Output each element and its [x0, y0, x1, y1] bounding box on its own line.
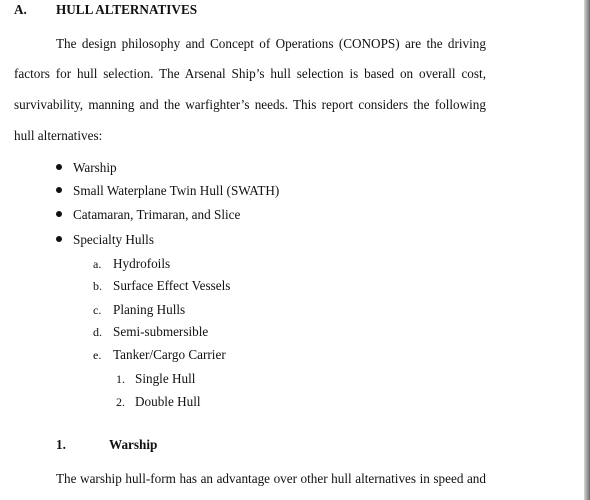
list-item-label: Surface Effect Vessels: [113, 278, 231, 293]
list-marker: 1.: [116, 372, 125, 386]
list-item-label: Warship: [73, 160, 117, 175]
list-item-label: Semi-submersible: [113, 324, 209, 339]
intro-paragraph-line-4: hull alternatives:: [14, 128, 103, 143]
bullet-icon: [56, 187, 62, 193]
list-item-label: Planing Hulls: [113, 302, 186, 317]
intro-paragraph-line-2: factors for hull selection. The Arsenal Ship’s hull selection is based on overall cost,: [14, 66, 486, 81]
intro-paragraph-line-3: survivability, manning and the warfighter’s needs. This report considers the following: [14, 97, 486, 112]
subsection-number: 1.: [56, 437, 66, 452]
bullet-icon: [56, 211, 62, 217]
subsection-title: Warship: [109, 437, 158, 452]
warship-paragraph-line-1: The warship hull-form has an advantage over other hull alternatives in speed and: [56, 471, 486, 486]
list-marker: d.: [93, 325, 102, 339]
list-marker: a.: [93, 257, 102, 271]
bullet-icon: [56, 236, 62, 242]
section-title: HULL ALTERNATIVES: [56, 2, 198, 17]
list-item-label: Hydrofoils: [113, 256, 171, 271]
section-letter: A.: [14, 2, 27, 17]
intro-paragraph-line-1: The design philosophy and Concept of Operations (CONOPS) are the driving: [56, 36, 486, 51]
list-item-label: Small Waterplane Twin Hull (SWATH): [73, 183, 280, 198]
list-marker: b.: [93, 279, 102, 293]
bullet-icon: [56, 164, 62, 170]
list-marker: 2.: [116, 395, 125, 409]
list-item-label: Catamaran, Trimaran, and Slice: [73, 207, 241, 222]
list-item-label: Double Hull: [135, 394, 201, 409]
list-item-label: Specialty Hulls: [73, 232, 154, 247]
list-marker: e.: [93, 348, 102, 362]
list-marker: c.: [93, 303, 102, 317]
list-item-label: Single Hull: [135, 371, 196, 386]
page-edge-shadow: [584, 0, 590, 500]
list-item-label: Tanker/Cargo Carrier: [113, 347, 226, 362]
